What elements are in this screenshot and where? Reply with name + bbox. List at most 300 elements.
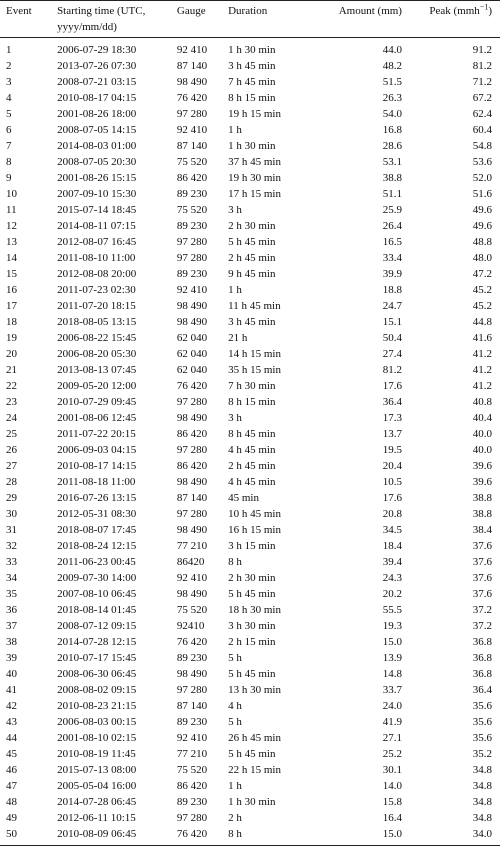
cell-event: 1: [6, 44, 12, 56]
cell-gauge: 76 420: [176, 92, 208, 104]
cell-amount: 19.5: [382, 444, 402, 456]
table-row: [0, 138, 500, 154]
cell-event: 17: [6, 300, 17, 312]
cell-peak: 40.0: [472, 428, 492, 440]
cell-duration: 5 h 45 min: [228, 668, 276, 680]
cell-peak: 49.6: [472, 220, 492, 232]
cell-amount: 10.5: [382, 476, 402, 488]
cell-duration: 35 h 15 min: [228, 364, 281, 376]
cell-amount: 38.8: [382, 172, 402, 184]
cell-starting-time: 2007-08-10 06:45: [57, 588, 137, 600]
cell-event: 25: [6, 428, 17, 440]
table-row: [0, 650, 500, 666]
cell-starting-time: 2011-06-23 00:45: [57, 556, 136, 568]
table-row: [0, 522, 500, 538]
table-row: [0, 330, 500, 346]
cell-starting-time: 2018-08-24 12:15: [57, 540, 137, 552]
cell-duration: 4 h 45 min: [228, 444, 276, 456]
table-row: [0, 218, 500, 234]
header-event-label: Event: [6, 5, 32, 17]
cell-peak: 37.6: [472, 588, 492, 600]
header-peak-close: ): [488, 5, 492, 17]
cell-starting-time: 2010-08-17 14:15: [57, 460, 137, 472]
cell-peak: 53.6: [472, 156, 492, 168]
cell-starting-time: 2008-07-12 09:15: [57, 620, 137, 632]
cell-peak: 52.0: [472, 172, 492, 184]
cell-amount: 25.9: [382, 204, 402, 216]
cell-event: 34: [6, 572, 17, 584]
cell-duration: 4 h 45 min: [228, 476, 276, 488]
cell-peak: 37.2: [472, 604, 492, 616]
cell-duration: 16 h 15 min: [228, 524, 281, 536]
cell-gauge: 76 420: [176, 636, 208, 648]
table-row: [0, 554, 500, 570]
cell-amount: 20.8: [382, 508, 402, 520]
table-row: [0, 154, 500, 170]
cell-amount: 19.3: [382, 620, 402, 632]
header-peak-exponent: −1: [479, 2, 489, 12]
cell-gauge: 89 230: [176, 268, 208, 280]
header-row: [0, 1, 500, 38]
cell-amount: 26.3: [382, 92, 402, 104]
cell-duration: 18 h 30 min: [228, 604, 281, 616]
table-row: [0, 666, 500, 682]
cell-amount: 33.4: [382, 252, 402, 264]
cell-duration: 1 h 30 min: [228, 140, 276, 152]
table-row: [0, 314, 500, 330]
cell-duration: 21 h: [228, 332, 248, 344]
cell-amount: 39.9: [382, 268, 402, 280]
cell-duration: 3 h 45 min: [228, 316, 276, 328]
table-row: [0, 794, 500, 810]
table-row: [0, 106, 500, 122]
table-body: [0, 38, 500, 846]
cell-gauge: 87 140: [176, 492, 208, 504]
cell-duration: 5 h 45 min: [228, 236, 276, 248]
cell-event: 30: [6, 508, 17, 520]
cell-peak: 34.8: [472, 764, 492, 776]
table-row: [0, 170, 500, 186]
cell-amount: 55.5: [382, 604, 402, 616]
header-time-line1: Starting time (UTC,: [57, 5, 146, 17]
table-row: [0, 122, 500, 138]
cell-peak: 36.4: [472, 684, 492, 696]
cell-gauge: 98 490: [176, 412, 208, 424]
cell-amount: 24.7: [382, 300, 402, 312]
cell-starting-time: 2016-07-26 13:15: [57, 492, 137, 504]
cell-peak: 36.8: [472, 652, 492, 664]
cell-event: 12: [6, 220, 17, 232]
cell-gauge: 97 280: [176, 108, 208, 120]
cell-duration: 8 h: [228, 828, 242, 840]
cell-amount: 15.1: [382, 316, 402, 328]
cell-peak: 48.8: [472, 236, 492, 248]
cell-starting-time: 2013-08-13 07:45: [57, 364, 137, 376]
cell-gauge: 76 420: [176, 828, 208, 840]
cell-gauge: 98 490: [176, 316, 208, 328]
cell-duration: 1 h: [228, 780, 242, 792]
table-row: [0, 570, 500, 586]
cell-gauge: 87 140: [176, 140, 208, 152]
cell-peak: 35.2: [472, 748, 492, 760]
cell-starting-time: 2012-05-31 08:30: [57, 508, 137, 520]
cell-starting-time: 2012-08-07 16:45: [57, 236, 137, 248]
cell-starting-time: 2011-08-10 11:00: [57, 252, 136, 264]
cell-amount: 24.3: [382, 572, 402, 584]
cell-starting-time: 2011-07-20 18:15: [57, 300, 136, 312]
cell-peak: 34.8: [472, 796, 492, 808]
cell-amount: 15.0: [382, 828, 402, 840]
cell-amount: 36.4: [382, 396, 402, 408]
cell-duration: 5 h 45 min: [228, 748, 276, 760]
cell-event: 23: [6, 396, 17, 408]
cell-starting-time: 2007-09-10 15:30: [57, 188, 137, 200]
cell-peak: 49.6: [472, 204, 492, 216]
cell-starting-time: 2001-08-26 18:00: [57, 108, 137, 120]
cell-event: 9: [6, 172, 12, 184]
cell-event: 32: [6, 540, 17, 552]
table-header: [0, 1, 500, 38]
cell-duration: 5 h 45 min: [228, 588, 276, 600]
table-row: [0, 186, 500, 202]
table-row: [0, 202, 500, 218]
cell-event: 24: [6, 412, 17, 424]
cell-starting-time: 2014-07-28 06:45: [57, 796, 137, 808]
cell-duration: 19 h 30 min: [228, 172, 281, 184]
header-gauge-label: Gauge: [176, 5, 206, 17]
header-peak-label: Peak (mmh: [429, 5, 480, 17]
cell-event: 10: [6, 188, 17, 200]
cell-gauge: 86420: [176, 556, 205, 568]
cell-peak: 37.6: [472, 540, 492, 552]
cell-peak: 39.6: [472, 476, 492, 488]
cell-amount: 17.6: [382, 492, 402, 504]
cell-peak: 48.0: [472, 252, 492, 264]
cell-gauge: 77 210: [176, 540, 208, 552]
table-row: [0, 394, 500, 410]
table-row: [0, 378, 500, 394]
cell-amount: 15.8: [382, 796, 402, 808]
header-event: [0, 1, 57, 38]
cell-peak: 81.2: [472, 60, 492, 72]
cell-starting-time: 2006-09-03 04:15: [57, 444, 137, 456]
cell-event: 19: [6, 332, 17, 344]
cell-gauge: 98 490: [176, 668, 208, 680]
cell-gauge: 75 520: [176, 156, 208, 168]
cell-event: 44: [6, 732, 17, 744]
cell-event: 31: [6, 524, 17, 536]
cell-peak: 36.8: [472, 636, 492, 648]
cell-peak: 41.2: [472, 364, 492, 376]
cell-starting-time: 2009-05-20 12:00: [57, 380, 137, 392]
cell-starting-time: 2009-07-30 14:00: [57, 572, 137, 584]
table-row: [0, 810, 500, 826]
cell-peak: 62.4: [472, 108, 492, 120]
cell-duration: 3 h: [228, 412, 242, 424]
cell-peak: 91.2: [472, 44, 492, 56]
cell-gauge: 87 140: [176, 60, 208, 72]
header-peak: [402, 1, 500, 38]
cell-amount: 14.8: [382, 668, 402, 680]
cell-event: 37: [6, 620, 17, 632]
cell-starting-time: 2006-08-20 05:30: [57, 348, 137, 360]
header-duration-label: Duration: [228, 5, 268, 17]
table-row: [0, 442, 500, 458]
cell-gauge: 86 420: [176, 172, 208, 184]
cell-event: 45: [6, 748, 17, 760]
cell-gauge: 89 230: [176, 652, 208, 664]
cell-duration: 14 h 15 min: [228, 348, 281, 360]
cell-event: 8: [6, 156, 12, 168]
cell-duration: 3 h 15 min: [228, 540, 276, 552]
cell-starting-time: 2011-07-23 02:30: [57, 284, 136, 296]
table-row: [0, 682, 500, 698]
cell-peak: 41.6: [472, 332, 492, 344]
table-row: [0, 730, 500, 746]
cell-event: 15: [6, 268, 17, 280]
cell-amount: 53.1: [382, 156, 402, 168]
cell-starting-time: 2014-08-03 01:00: [57, 140, 137, 152]
cell-peak: 36.8: [472, 668, 492, 680]
cell-duration: 9 h 45 min: [228, 268, 276, 280]
table-row: [0, 298, 500, 314]
cell-starting-time: 2001-08-26 15:15: [57, 172, 137, 184]
cell-amount: 17.3: [382, 412, 402, 424]
cell-amount: 16.4: [382, 812, 402, 824]
cell-starting-time: 2014-08-11 07:15: [57, 220, 136, 232]
cell-starting-time: 2012-08-08 20:00: [57, 268, 137, 280]
cell-starting-time: 2005-05-04 16:00: [57, 780, 137, 792]
table-row: [0, 762, 500, 778]
cell-peak: 41.2: [472, 348, 492, 360]
cell-event: 20: [6, 348, 17, 360]
table-row: [0, 490, 500, 506]
cell-starting-time: 2015-07-14 18:45: [57, 204, 137, 216]
cell-amount: 25.2: [382, 748, 402, 760]
cell-duration: 2 h: [228, 812, 242, 824]
cell-duration: 2 h 45 min: [228, 252, 276, 264]
cell-gauge: 89 230: [176, 716, 208, 728]
cell-gauge: 62 040: [176, 348, 208, 360]
cell-event: 4: [6, 92, 12, 104]
cell-duration: 3 h: [228, 204, 242, 216]
cell-duration: 1 h 30 min: [228, 796, 276, 808]
cell-gauge: 92 410: [176, 284, 208, 296]
cell-duration: 5 h: [228, 652, 242, 664]
cell-peak: 39.6: [472, 460, 492, 472]
cell-gauge: 89 230: [176, 220, 208, 232]
table-row: [0, 778, 500, 794]
table-row: [0, 538, 500, 554]
cell-amount: 28.6: [382, 140, 402, 152]
cell-duration: 1 h 30 min: [228, 44, 276, 56]
cell-peak: 67.2: [472, 92, 492, 104]
table-row: [0, 618, 500, 634]
table-row: [0, 266, 500, 282]
cell-amount: 16.5: [382, 236, 402, 248]
cell-gauge: 89 230: [176, 796, 208, 808]
cell-gauge: 97 280: [176, 236, 208, 248]
cell-gauge: 92410: [176, 620, 205, 632]
cell-starting-time: 2015-07-13 08:00: [57, 764, 137, 776]
cell-event: 22: [6, 380, 17, 392]
cell-amount: 20.4: [382, 460, 402, 472]
cell-peak: 38.8: [472, 508, 492, 520]
cell-amount: 51.1: [382, 188, 402, 200]
cell-gauge: 97 280: [176, 396, 208, 408]
cell-gauge: 98 490: [176, 300, 208, 312]
cell-gauge: 86 420: [176, 460, 208, 472]
cell-peak: 45.2: [472, 284, 492, 296]
cell-gauge: 97 280: [176, 444, 208, 456]
table-row: [0, 826, 500, 846]
cell-peak: 51.6: [472, 188, 492, 200]
cell-gauge: 97 280: [176, 812, 208, 824]
cell-duration: 3 h 45 min: [228, 60, 276, 72]
cell-event: 7: [6, 140, 12, 152]
cell-peak: 37.6: [472, 556, 492, 568]
cell-peak: 38.8: [472, 492, 492, 504]
cell-amount: 14.0: [382, 780, 402, 792]
table-row: [0, 38, 500, 59]
cell-gauge: 92 410: [176, 124, 208, 136]
cell-starting-time: 2008-07-05 20:30: [57, 156, 137, 168]
cell-amount: 13.7: [382, 428, 402, 440]
cell-peak: 54.8: [472, 140, 492, 152]
cell-amount: 27.1: [382, 732, 402, 744]
table-row: [0, 346, 500, 362]
cell-duration: 5 h: [228, 716, 242, 728]
cell-event: 3: [6, 76, 12, 88]
cell-starting-time: 2008-08-02 09:15: [57, 684, 137, 696]
cell-peak: 37.6: [472, 572, 492, 584]
cell-starting-time: 2014-07-28 12:15: [57, 636, 137, 648]
table-row: [0, 634, 500, 650]
table-row: [0, 714, 500, 730]
cell-amount: 81.2: [382, 364, 402, 376]
table-row: [0, 58, 500, 74]
cell-starting-time: 2013-07-26 07:30: [57, 60, 137, 72]
cell-peak: 35.6: [472, 732, 492, 744]
cell-gauge: 75 520: [176, 764, 208, 776]
cell-amount: 18.4: [382, 540, 402, 552]
cell-duration: 2 h 30 min: [228, 220, 276, 232]
table-row: [0, 698, 500, 714]
cell-amount: 16.8: [382, 124, 402, 136]
cell-gauge: 98 490: [176, 76, 208, 88]
header-duration: [228, 1, 310, 38]
cell-peak: 71.2: [472, 76, 492, 88]
cell-peak: 37.2: [472, 620, 492, 632]
cell-amount: 51.5: [382, 76, 402, 88]
cell-gauge: 97 280: [176, 252, 208, 264]
cell-event: 21: [6, 364, 17, 376]
cell-amount: 18.8: [382, 284, 402, 296]
cell-event: 16: [6, 284, 17, 296]
cell-event: 39: [6, 652, 17, 664]
cell-event: 48: [6, 796, 17, 808]
cell-event: 2: [6, 60, 12, 72]
cell-amount: 30.1: [382, 764, 402, 776]
table-row: [0, 234, 500, 250]
table-row: [0, 586, 500, 602]
cell-amount: 15.0: [382, 636, 402, 648]
cell-gauge: 86 420: [176, 780, 208, 792]
cell-peak: 45.2: [472, 300, 492, 312]
cell-amount: 27.4: [382, 348, 402, 360]
cell-duration: 26 h 45 min: [228, 732, 281, 744]
cell-peak: 35.6: [472, 716, 492, 728]
cell-gauge: 92 410: [176, 44, 208, 56]
cell-amount: 26.4: [382, 220, 402, 232]
cell-starting-time: 2010-08-17 04:15: [57, 92, 137, 104]
cell-starting-time: 2011-08-18 11:00: [57, 476, 136, 488]
cell-starting-time: 2008-06-30 06:45: [57, 668, 137, 680]
cell-peak: 41.2: [472, 380, 492, 392]
cell-event: 43: [6, 716, 17, 728]
cell-duration: 2 h 15 min: [228, 636, 276, 648]
table-row: [0, 474, 500, 490]
cell-event: 35: [6, 588, 17, 600]
cell-peak: 34.8: [472, 780, 492, 792]
cell-duration: 3 h 30 min: [228, 620, 276, 632]
cell-starting-time: 2008-07-21 03:15: [57, 76, 137, 88]
cell-event: 33: [6, 556, 17, 568]
cell-starting-time: 2018-08-14 01:45: [57, 604, 137, 616]
cell-peak: 38.4: [472, 524, 492, 536]
cell-starting-time: 2008-07-05 14:15: [57, 124, 137, 136]
cell-gauge: 86 420: [176, 428, 208, 440]
cell-duration: 1 h: [228, 284, 242, 296]
cell-event: 46: [6, 764, 17, 776]
cell-gauge: 98 490: [176, 524, 208, 536]
cell-duration: 2 h 45 min: [228, 460, 276, 472]
cell-starting-time: 2011-07-22 20:15: [57, 428, 136, 440]
cell-starting-time: 2001-08-10 02:15: [57, 732, 137, 744]
header-amount: [310, 1, 402, 38]
cell-amount: 48.2: [382, 60, 402, 72]
cell-amount: 33.7: [382, 684, 402, 696]
table-row: [0, 506, 500, 522]
cell-starting-time: 2010-07-17 15:45: [57, 652, 137, 664]
table-row: [0, 602, 500, 618]
table-row: [0, 458, 500, 474]
cell-starting-time: 2010-08-23 21:15: [57, 700, 137, 712]
cell-peak: 60.4: [472, 124, 492, 136]
cell-peak: 34.0: [472, 828, 492, 840]
cell-duration: 8 h: [228, 556, 242, 568]
cell-peak: 40.8: [472, 396, 492, 408]
cell-duration: 8 h 45 min: [228, 428, 276, 440]
table-row: [0, 250, 500, 266]
cell-gauge: 89 230: [176, 188, 208, 200]
cell-duration: 8 h 15 min: [228, 92, 276, 104]
cell-starting-time: 2010-08-09 06:45: [57, 828, 137, 840]
cell-event: 26: [6, 444, 17, 456]
cell-gauge: 98 490: [176, 476, 208, 488]
cell-gauge: 62 040: [176, 332, 208, 344]
table-row: [0, 362, 500, 378]
cell-duration: 1 h: [228, 124, 242, 136]
cell-gauge: 97 280: [176, 508, 208, 520]
cell-event: 28: [6, 476, 17, 488]
table-row: [0, 426, 500, 442]
cell-event: 49: [6, 812, 17, 824]
cell-gauge: 97 280: [176, 684, 208, 696]
cell-amount: 54.0: [382, 108, 402, 120]
cell-amount: 41.9: [382, 716, 402, 728]
cell-duration: 19 h 15 min: [228, 108, 281, 120]
